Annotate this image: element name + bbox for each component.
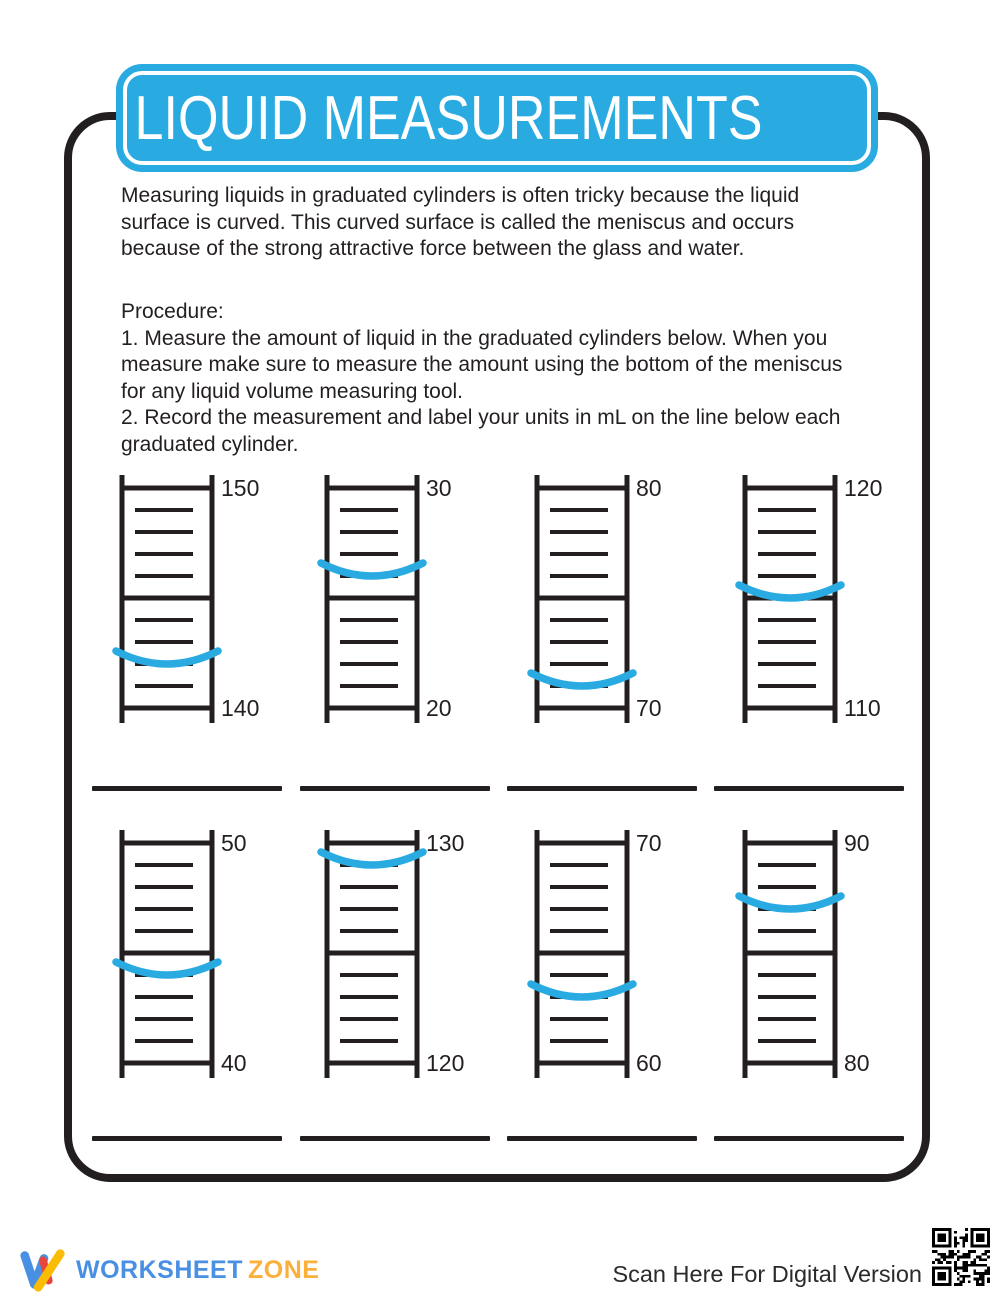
procedure-step-1: 1. Measure the amount of liquid in the graduated cylinders below. When you measure make sure to measure the amount using the bottom of the meniscus for any liquid volume measuring tool. <box>121 326 843 403</box>
cylinder-bottom-label: 40 <box>221 1050 247 1076</box>
cylinder-bottom-label: 120 <box>426 1050 465 1076</box>
graduated-cylinder-2 <box>322 474 492 726</box>
answer-line-6[interactable] <box>300 1136 490 1141</box>
procedure-heading: Procedure: <box>121 300 224 323</box>
cylinder-glass-with-meniscus <box>532 474 632 726</box>
cylinder-glass-with-meniscus <box>322 829 422 1081</box>
logo-text-worksheet: WORKSHEET <box>76 1255 243 1284</box>
title-banner <box>116 64 878 172</box>
logo-text-zone: ZONE <box>248 1255 320 1284</box>
cylinder-top-label: 80 <box>636 475 662 501</box>
cylinder-top-label: 150 <box>221 475 260 501</box>
cylinder-glass-with-meniscus <box>740 474 840 726</box>
cylinder-bottom-label: 110 <box>844 695 881 721</box>
cylinder-top-label: 90 <box>844 830 870 856</box>
cylinder-bottom-label: 60 <box>636 1050 662 1076</box>
worksheetzone-logo <box>18 1247 319 1293</box>
cylinder-top-label: 70 <box>636 830 662 856</box>
cylinder-glass-with-meniscus <box>117 474 217 726</box>
scan-here-text: Scan Here For Digital Version <box>612 1261 922 1287</box>
answer-line-1[interactable] <box>92 786 282 791</box>
graduated-cylinder-8 <box>740 829 910 1081</box>
cylinder-top-label: 30 <box>426 475 452 501</box>
graduated-cylinder-1 <box>117 474 287 726</box>
cylinder-bottom-label: 70 <box>636 695 662 721</box>
cylinder-top-label: 120 <box>844 475 883 501</box>
cylinder-top-label: 130 <box>426 830 465 856</box>
graduated-cylinder-4 <box>740 474 910 726</box>
cylinder-glass-with-meniscus <box>117 829 217 1081</box>
procedure-section <box>121 299 847 458</box>
answer-line-4[interactable] <box>714 786 904 791</box>
answer-line-8[interactable] <box>714 1136 904 1141</box>
procedure-step-2: 2. Record the measurement and label your units in mL on the line below each graduated cylinder. <box>121 406 841 456</box>
qr-code <box>932 1228 990 1286</box>
answer-line-5[interactable] <box>92 1136 282 1141</box>
answer-line-7[interactable] <box>507 1136 697 1141</box>
page-title: LIQUID MEASUREMENTS <box>134 83 763 153</box>
answer-line-3[interactable] <box>507 786 697 791</box>
logo-wordmark <box>76 1256 319 1285</box>
cylinder-glass-with-meniscus <box>740 829 840 1081</box>
cylinder-glass-with-meniscus <box>532 829 632 1081</box>
cylinder-bottom-label: 140 <box>221 695 260 721</box>
graduated-cylinder-5 <box>117 829 287 1081</box>
graduated-cylinder-7 <box>532 829 702 1081</box>
cylinder-bottom-label: 80 <box>844 1050 870 1076</box>
logo-w-icon <box>18 1247 68 1293</box>
cylinder-glass-with-meniscus <box>322 474 422 726</box>
graduated-cylinder-3 <box>532 474 702 726</box>
cylinder-bottom-label: 20 <box>426 695 452 721</box>
graduated-cylinder-6 <box>322 829 492 1081</box>
intro-paragraph: Measuring liquids in graduated cylinders is often tricky because the liquid surface is curved. This curved surface is called the meniscus and occurs because of the strong attractive force between the glass and water. <box>121 184 800 260</box>
cylinder-top-label: 50 <box>221 830 247 856</box>
title-banner-inner-frame <box>123 71 871 165</box>
answer-line-2[interactable] <box>300 786 490 791</box>
